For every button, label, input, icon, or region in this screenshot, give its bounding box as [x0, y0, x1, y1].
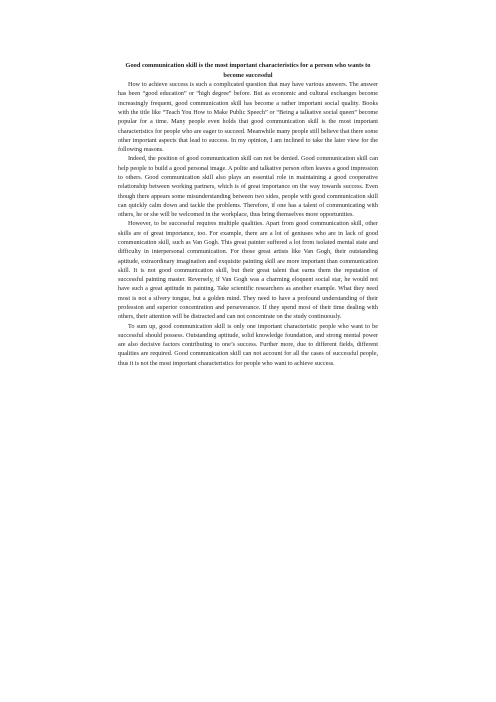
essay-body	[118, 61, 378, 368]
paragraph-introduction: How to achieve success is such a complicated question that may have various answers. The answer has been “good education” or “high degree” before. But as economic and cultural exchanges become increasingly frequent, good communication skill has become a rather important social quality. Books with the title like “Teach You How to Make Public Speech” or “Being a talkative social queen” become popular for a time. Many people even holds that good communication skill is the most important characteristics for people who are eager to succeed. Meanwhile many people still believe that there some other important aspects that lead to success. In my opinion, I am inclined to take the later view for the following reasons.	[118, 81, 378, 154]
paragraph-conclusion: To sum up, good communication skill is only one important characteristic people who want to be successful should possess. Outstanding aptitude, solid knowledge foundation, and strong mental power are also decisive factors contributing to one’s success. Further more, due to different fields, different qualities are required. Good communication skill can not account for all the cases of successful people, thus it is not the most important characteristics for people who want to achieve success.	[118, 322, 378, 367]
essay-title: Good communication skill is the most important characteristics for a person who wants to become successful	[125, 62, 371, 79]
paragraph-other-qualities: However, to be successful requires multiple qualities. Apart from good communication skill, other skills are of great importance, too. For example, there are a lot of geniuses who are in lack of good communication skill, such as Van Gogh. This great painter suffered a lot from isolated mental state and difficulty in interpersonal communication. For those great artists like Van Gogh, their outstanding aptitude, extraordinary imagination and exquisite painting skill are more important than communication skill. It is not good communication skill, but their great talent that earns them the reputation of successful painting master. Reversely, if Van Gogh was a charming eloquent social star, he would not have such a great aptitude in painting. Take scientific researchers as another example. What they need most is not a silvery tongue, but a golden mind. They need to have a profound understanding of their profession and superior concentration and perseverance. If they spend most of their time dealing with others, their attention will be distracted and can not concentrate on the study continuously.	[118, 220, 378, 321]
paragraph-communication-benefits: Indeed, the position of good communication skill can not be denied. Good communication skill can help people to build a good personal image. A polite and talkative person often leaves a good impression to others. Good communication skill also plays an essential role in maintaining a good cooperative relationship between working partners, which is of great importance on the way towards success. Even though there appears some misunderstanding between two sides, people with good communication skill can quickly calm down and tackle the problems. Therefore, if one has a talent of communicating with others, he or she will be welcomed in the workplace, thus bring themselves more opportunities.	[118, 155, 378, 219]
